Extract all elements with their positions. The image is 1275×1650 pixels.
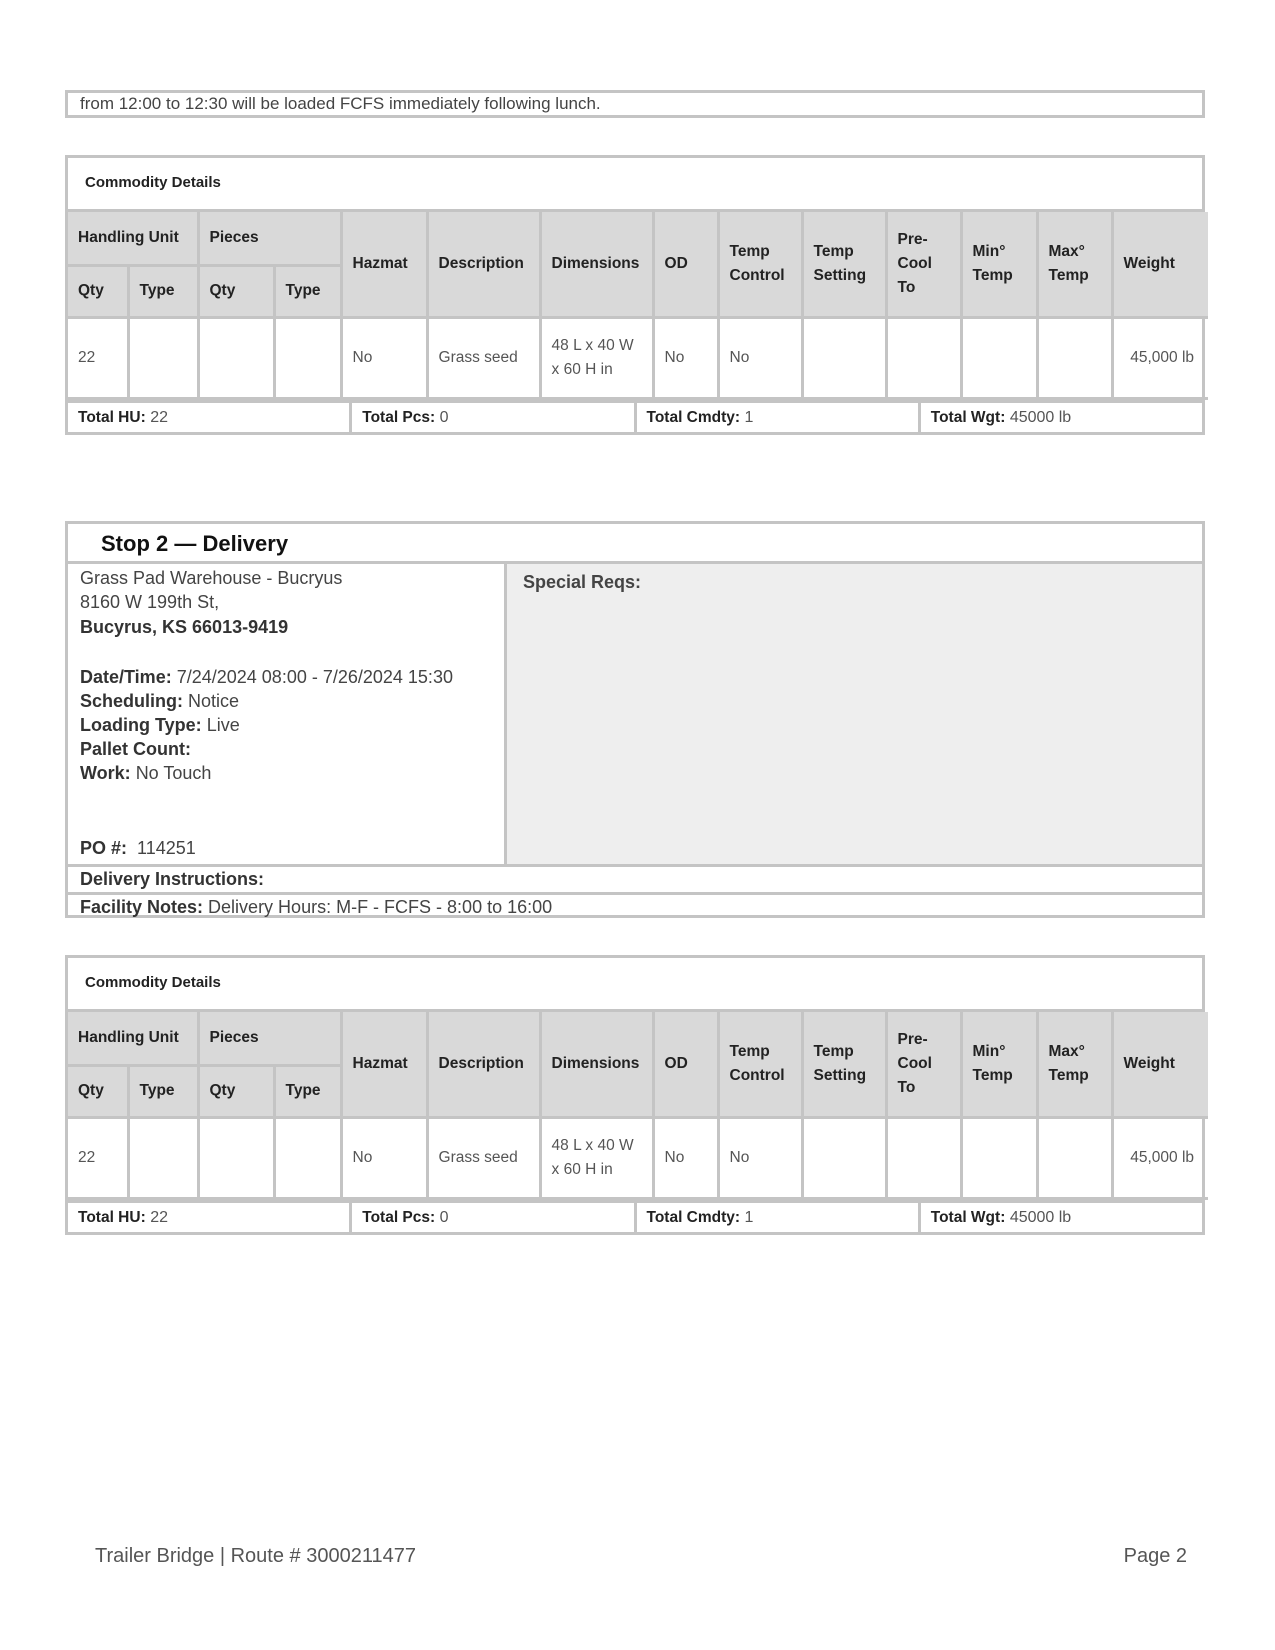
pcs-qty-header: Qty [198,1065,274,1117]
datetime-line: Date/Time: 7/24/2024 08:00 - 7/26/2024 15:30 [80,667,453,687]
facility-notes-row: Facility Notes: Delivery Hours: M-F - FCFS - 8:00 to 16:00 [68,892,1202,917]
pre-cool-cell [886,317,961,398]
weight-cell: 45,000 lb [1112,317,1208,398]
pcs-type-header: Type [274,1065,341,1117]
continued-note-box [65,90,1205,118]
loading-type-line: Loading Type: Live [80,715,240,735]
max-temp-cell [1037,1117,1112,1198]
total-wgt: Total Wgt: 45000 lb [918,1203,1202,1232]
commodity-details-1 [65,155,1205,435]
total-cmdty: Total Cmdty: 1 [634,1203,918,1232]
temp-setting-header: Temp Setting [802,212,886,317]
facility-name: Grass Pad Warehouse - Bucryus [80,568,343,588]
pre-cool-header: Pre-Cool To [886,212,961,317]
handling-unit-header: Handling Unit [68,212,198,265]
pcs-type-cell [274,317,341,398]
totals-row [68,1200,1202,1232]
hu-type-cell [128,1117,198,1198]
hu-type-cell [128,317,198,398]
description-header: Description [427,212,540,317]
description-header: Description [427,1012,540,1117]
hu-qty-cell: 22 [68,317,128,398]
commodity-details-2 [65,955,1205,1235]
total-cmdty: Total Cmdty: 1 [634,403,918,432]
od-cell: No [653,317,718,398]
total-hu: Total HU: 22 [78,408,168,426]
stop-2-section [65,521,1205,918]
od-cell: No [653,1117,718,1198]
work-line: Work: No Touch [80,763,212,783]
commodity-title: Commodity Details [68,958,1202,1012]
total-hu: Total HU: 22 [78,1208,168,1226]
dimensions-cell: 48 L x 40 W x 60 H in [540,1117,653,1198]
description-cell: Grass seed [427,1117,540,1198]
footer-page-number: Page 2 [1123,1545,1187,1567]
dimensions-header: Dimensions [540,212,653,317]
street-address: 8160 W 199th St, [80,592,220,612]
table-row [68,1117,1208,1198]
pre-cool-cell [886,1117,961,1198]
pieces-header: Pieces [198,212,341,265]
min-temp-header: Min° Temp [961,1012,1037,1117]
max-temp-cell [1037,317,1112,398]
weight-cell: 45,000 lb [1112,1117,1208,1198]
pre-cool-header: Pre-Cool To [886,1012,961,1117]
weight-header: Weight [1112,212,1208,317]
hu-type-header: Type [128,1065,198,1117]
min-temp-cell [961,1117,1037,1198]
pallet-count-line: Pallet Count: [80,739,191,759]
total-pcs: Total Pcs: 0 [349,403,633,432]
dimensions-header: Dimensions [540,1012,653,1117]
special-reqs-panel [507,564,1202,864]
commodity-table [68,212,1208,400]
temp-control-header: Temp Control [718,212,802,317]
continued-note: from 12:00 to 12:30 will be loaded FCFS immediately following lunch. [80,94,601,113]
delivery-instructions-row: Delivery Instructions: [80,869,265,889]
temp-control-header: Temp Control [718,1012,802,1117]
footer-route: Trailer Bridge | Route # 3000211477 [95,1545,416,1567]
temp-setting-cell [802,317,886,398]
pcs-type-cell [274,1117,341,1198]
min-temp-header: Min° Temp [961,212,1037,317]
dimensions-cell: 48 L x 40 W x 60 H in [540,317,653,398]
totals-row [68,400,1202,432]
total-pcs: Total Pcs: 0 [349,1203,633,1232]
special-reqs-label: Special Reqs: [523,572,642,592]
stop-title: Stop 2 — Delivery [68,524,1202,564]
pieces-header: Pieces [198,1012,341,1065]
total-wgt: Total Wgt: 45000 lb [918,403,1202,432]
scheduling-line: Scheduling: Notice [80,691,240,711]
od-header: OD [653,1012,718,1117]
temp-setting-header: Temp Setting [802,1012,886,1117]
handling-unit-header: Handling Unit [68,1012,198,1065]
description-cell: Grass seed [427,317,540,398]
pcs-qty-cell [198,317,274,398]
hazmat-cell: No [341,317,427,398]
max-temp-header: Max° Temp [1037,1012,1112,1117]
pcs-qty-header: Qty [198,265,274,317]
hu-qty-header: Qty [68,1065,128,1117]
city-state-zip: Bucyrus, KS 66013-9419 [80,617,289,637]
weight-header: Weight [1112,1012,1208,1117]
temp-setting-cell [802,1117,886,1198]
hazmat-header: Hazmat [341,212,427,317]
commodity-table [68,1012,1208,1200]
od-header: OD [653,212,718,317]
hazmat-header: Hazmat [341,1012,427,1117]
hu-qty-header: Qty [68,265,128,317]
hazmat-cell: No [341,1117,427,1198]
max-temp-header: Max° Temp [1037,212,1112,317]
temp-control-cell: No [718,1117,802,1198]
commodity-title: Commodity Details [68,158,1202,212]
po-number-line: PO #: 114251 [80,838,196,858]
table-row [68,317,1208,398]
hu-type-header: Type [128,265,198,317]
stop-address-panel [68,564,507,864]
pcs-qty-cell [198,1117,274,1198]
min-temp-cell [961,317,1037,398]
pcs-type-header: Type [274,265,341,317]
temp-control-cell: No [718,317,802,398]
hu-qty-cell: 22 [68,1117,128,1198]
